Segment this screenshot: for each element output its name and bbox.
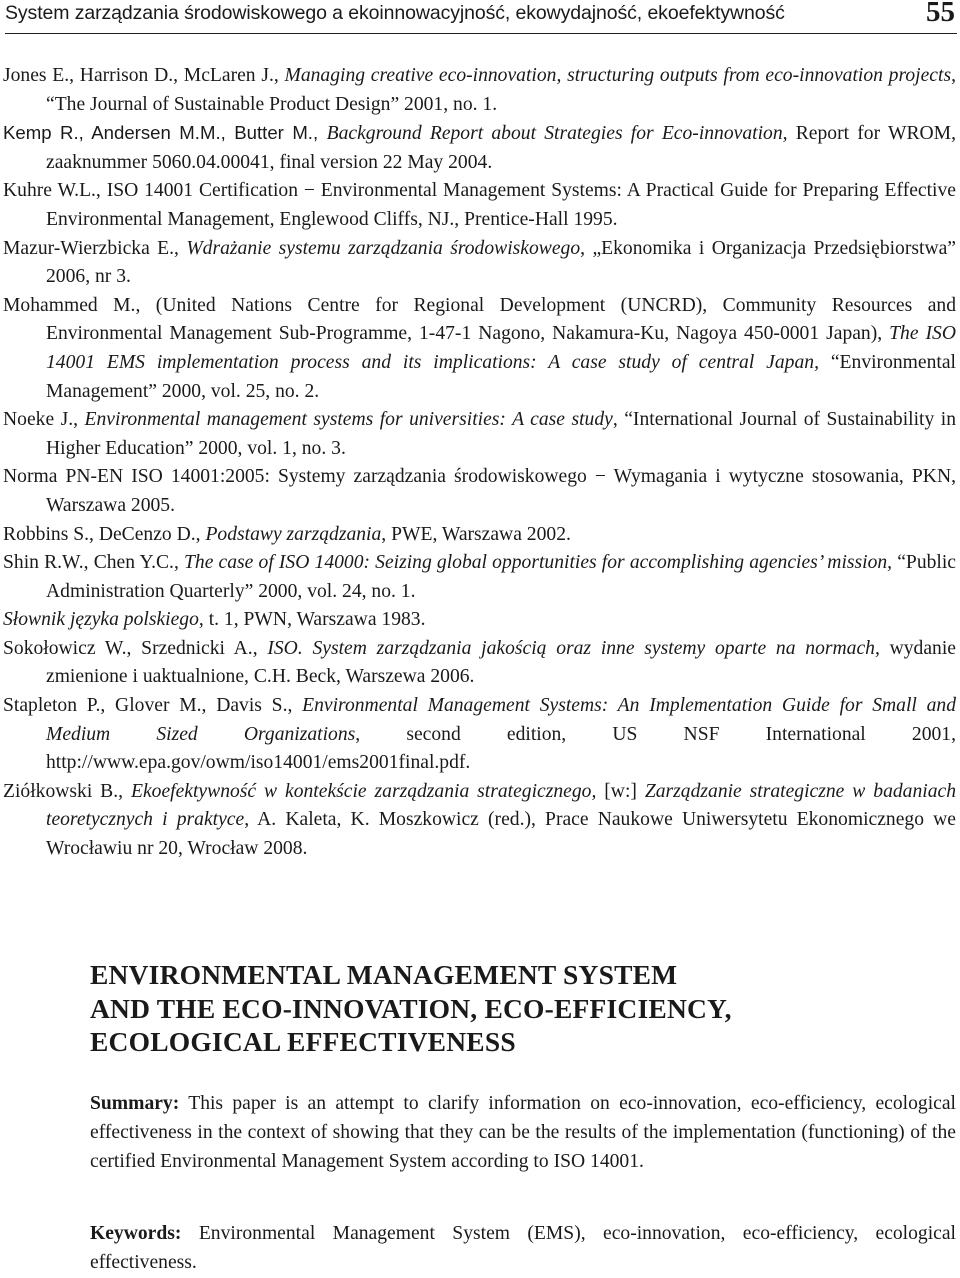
reference-part: “Environmental Management” 2000, vol. 25, no. 2. xyxy=(46,351,956,402)
english-title xyxy=(90,958,950,1059)
reference-part: Ekoefektywność w kontekście zarządzania strategicznego, xyxy=(130,780,597,802)
reference-entry xyxy=(3,692,956,778)
reference-part: wydanie zmienione i uaktualnione, C.H. Beck, Warszewa 2006. xyxy=(46,637,956,688)
reference-part: Shin R.W., Chen Y.C., xyxy=(3,552,185,574)
reference-part: , „Ekonomika i Organizacja Przedsiębiorstwa” 2006, nr 3. xyxy=(46,237,956,288)
reference-entry xyxy=(3,177,956,234)
reference-part: Norma PN-EN ISO 14001:2005: Systemy zarządzania środowiskowego − Wymagania i wytyczne stosowania, PKN, Warszawa 2005. xyxy=(3,466,956,516)
reference-part: Mohammed M., (United Nations Centre for Regional Development (UNCRD), Community Resources and Environmental Management Sub-Programme, 1-47-1 Nagono, Nakamura-Ku, Nagoya 450-0001 Japan), xyxy=(3,294,956,345)
reference-entry xyxy=(3,463,956,520)
reference-part: , “International Journal of Sustainability in Higher Education” 2000, vol. 1, no. 3. xyxy=(46,409,956,459)
reference-entry xyxy=(3,549,956,606)
reference-part: ISO. System zarządzania jakością oraz inne systemy oparte na normach, xyxy=(267,637,880,659)
summary-paragraph xyxy=(90,1090,956,1176)
keywords-text: Environmental Management System (EMS), eco-innovation, eco-efficiency, ecological effectiveness. xyxy=(90,1223,956,1273)
reference-part: Sokołowicz W., Srzednicki A., xyxy=(3,637,268,659)
running-title: System zarządzania środowiskowego a ekoinnowacyjność, ekowydajność, ekoefektywność xyxy=(5,2,785,24)
reference-entry xyxy=(3,119,956,177)
summary-label: Summary: xyxy=(90,1093,180,1114)
reference-part: The case of ISO 14000: Seizing global opportunities for accomplishing agencies’ mission, xyxy=(184,552,893,574)
reference-part: [w:] xyxy=(596,780,645,802)
reference-part: Wdrażanie systemu zarządzania środowiskowego xyxy=(186,237,581,259)
reference-part: , PWE, Warszawa 2002. xyxy=(381,523,571,545)
reference-part: Environmental Management Systems: An Implementation Guide for Small and Medium Sized Organizations xyxy=(46,695,956,745)
references-list xyxy=(3,62,956,864)
page-number: 55 xyxy=(926,0,955,28)
running-header xyxy=(5,0,957,34)
reference-part: Ziółkowski B., xyxy=(3,780,131,802)
reference-part: Environmental management systems for universities: A case study xyxy=(84,409,613,431)
keywords-label: Keywords: xyxy=(90,1223,182,1244)
reference-part: Noeke J., xyxy=(3,409,85,431)
reference-part: Kuhre W.L., ISO 14001 Certification − Environmental Management Systems: A Practical Guide for Preparing Effective Environmental Management, Englewood Cliffs, NJ., Prentice-Hall 1995. xyxy=(3,180,956,230)
reference-part: Mazur-Wierzbicka E., xyxy=(3,237,187,259)
reference-entry xyxy=(3,778,956,864)
reference-entry xyxy=(3,235,956,292)
reference-entry xyxy=(3,521,956,550)
reference-part: , “The Journal of Sustainable Product Design” 2001, no. 1. xyxy=(46,65,956,115)
reference-part: , second edition, US NSF International 2001, http://www.epa.gov/owm/iso14001/ems2001final.pdf. xyxy=(46,723,956,774)
reference-part: The ISO 14001 EMS implementation process and its implications: A case study of central Japan, xyxy=(46,323,957,373)
reference-part: Podstawy zarządzania xyxy=(205,523,382,545)
reference-entry xyxy=(3,62,956,119)
english-title-line-3: ECOLOGICAL EFFECTIVENESS xyxy=(90,1026,516,1057)
reference-entry xyxy=(3,406,956,463)
reference-part: Managing creative eco-innovation, structuring outputs from eco-innovation projects xyxy=(284,65,952,86)
summary-text: This paper is an attempt to clarify information on eco-innovation, eco-efficiency, ecological effectiveness in the context of showing that they can be the results of the implementation (functioning) of the certified Environmental Management System according to ISO 14001. xyxy=(90,1093,956,1172)
english-title-line-2: AND THE ECO-INNOVATION, ECO-EFFICIENCY, xyxy=(90,992,732,1024)
reference-part: Background Report about Strategies for Eco-innovation, xyxy=(326,123,788,145)
reference-part: Słownik języka polskiego xyxy=(3,609,199,631)
reference-part: “Public Administration Quarterly” 2000, vol. 24, no. 1. xyxy=(46,552,956,602)
reference-part: Kemp R., Andersen M.M., Butter M., xyxy=(3,122,327,144)
reference-part: Report for WROM, zaaknummer 5060.04.00041, final version 22 May 2004. xyxy=(46,123,956,173)
reference-part: Stapleton P., Glover M., Davis S., xyxy=(3,695,303,717)
reference-part: , A. Kaleta, K. Moszkowicz (red.), Prace Naukowe Uniwersytetu Ekonomicznego we Wrocławiu nr 20, Wrocław 2008. xyxy=(46,809,956,860)
english-title-line-1: ENVIRONMENTAL MANAGEMENT SYSTEM xyxy=(90,959,678,990)
reference-part: Jones E., Harrison D., McLaren J., xyxy=(3,65,285,86)
reference-entry xyxy=(3,606,956,635)
keywords-paragraph xyxy=(90,1220,956,1278)
reference-part: Zarządzanie strategiczne w badaniach teoretycznych i praktyce xyxy=(46,780,956,831)
reference-entry xyxy=(3,635,956,692)
reference-entry xyxy=(3,292,956,406)
reference-part: Robbins S., DeCenzo D., xyxy=(3,523,206,545)
reference-part: , t. 1, PWN, Warszawa 1983. xyxy=(198,609,426,631)
